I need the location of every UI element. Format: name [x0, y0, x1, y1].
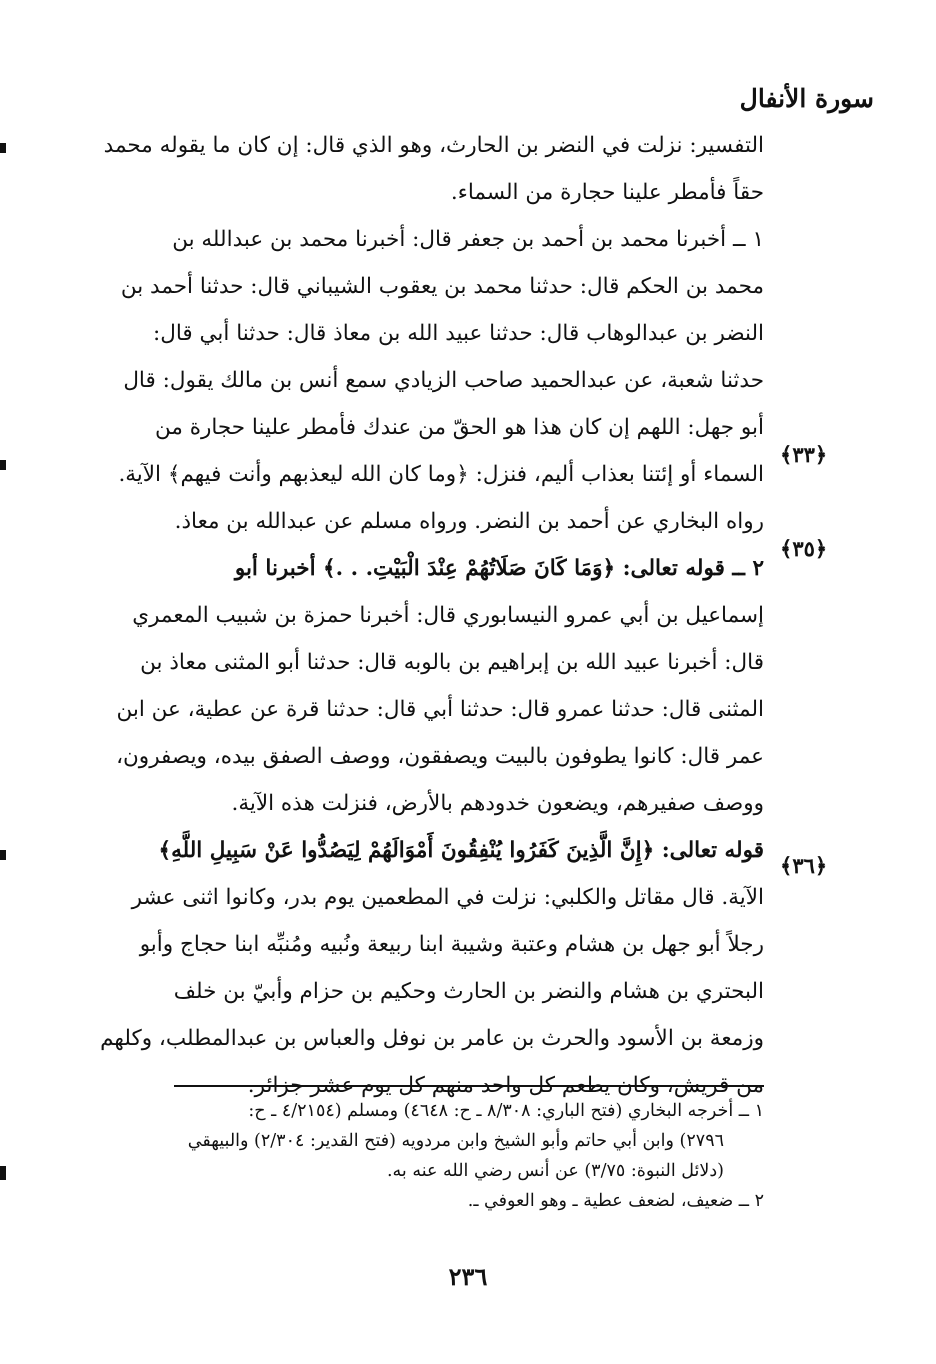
- text-line: إسماعيل بن أبي عمرو النيسابوري قال: أخبرنا حمزة بن شبيب المعمري: [132, 603, 764, 628]
- text-line: المثنى قال: حدثنا عمرو قال: حدثنا أبي قال: حدثنا قرة عن عطية، عن ابن: [116, 697, 764, 722]
- text-line: عمر قال: كانوا يطوفون بالبيت ويصفقون، ووصف الصفق بيده، ويصفرون،: [116, 744, 764, 769]
- text-line: النضر بن عبدالوهاب قال: حدثنا عبيد الله بن معاذ قال: حدثنا أبي قال:: [152, 321, 764, 346]
- text-line: التفسير: نزلت في النضر بن الحارث، وهو الذي قال: إن كان ما يقوله محمد: [103, 133, 764, 158]
- text-line: حدثنا شعبة، عن عبدالحميد صاحب الزيادي سمع أنس بن مالك يقول: قال: [123, 368, 764, 393]
- scan-edge-mark: [0, 143, 6, 153]
- main-text: [74, 122, 764, 1109]
- verse-marker-36: ﴿٣٦﴾: [780, 853, 828, 878]
- footnote-line: (دلائل النبوة: ٣/٧٥) عن أنس رضي الله عنه به.: [386, 1161, 724, 1181]
- scan-edge-mark: [0, 460, 6, 470]
- text-line: رواه البخاري عن أحمد بن النضر. ورواه مسلم عن عبدالله بن معاذ.: [174, 509, 764, 534]
- footnote-line: ٢٧٩٦) وابن أبي حاتم وأبو الشيخ وابن مردويه (فتح القدير: ٢/٣٠٤) والبيهقي: [187, 1131, 724, 1151]
- footnote-divider: [174, 1085, 764, 1087]
- text-line: وزمعة بن الأسود والحرث بن عامر بن نوفل والعباس بن عبدالمطلب، وكلهم: [100, 1026, 764, 1051]
- text-line: الآية. قال مقاتل والكلبي: نزلت في المطعمين يوم بدر، وكانوا اثنى عشر: [131, 885, 764, 910]
- text-line: محمد بن الحكم قال: حدثنا محمد بن يعقوب الشيباني قال: حدثنا أحمد بن: [120, 274, 764, 299]
- footnotes: [74, 1096, 764, 1216]
- surah-header: سورة الأنفال: [739, 84, 874, 113]
- scan-edge-mark: [0, 850, 6, 860]
- text-line: رجلاً أبو جهل بن هشام وعتبة وشيبة ابنا ربيعة ونُبيه ومُنبِّه ابنا حجاج وأبو: [139, 932, 764, 957]
- text-line: قوله تعالى: ﴿إِنَّ الَّذِينَ كَفَرُوا يُنْفِقُونَ أَمْوَالَهُمْ لِيَصُدُّوا عَنْ سَبِيلِ اللَّهِ﴾: [158, 838, 764, 863]
- scan-edge-mark: [0, 1166, 6, 1180]
- footnote-line: ١ ــ أخرجه البخاري (فتح الباري: ٨/٣٠٨ ـ ح: ٤٦٤٨) ومسلم (٤/٢١٥٤ ـ ح:: [248, 1101, 764, 1121]
- footnote-line: ٢ ــ ضعيف، لضعف عطية ـ وهو العوفي ـ.: [467, 1191, 764, 1211]
- text-line: حقاً فأمطر علينا حجارة من السماء.: [450, 180, 764, 205]
- verse-marker-33: ﴿٣٣﴾: [780, 442, 828, 467]
- text-line: ١ ــ أخبرنا محمد بن أحمد بن جعفر قال: أخبرنا محمد بن عبدالله بن: [172, 227, 764, 252]
- text-line: البحتري بن هشام والنضر بن الحارث وحكيم بن حزام وأبيّ بن خلف: [173, 979, 764, 1004]
- page-number: ٢٣٦: [448, 1262, 488, 1291]
- text-line: ٢ ــ قوله تعالى: ﴿وَمَا كَانَ صَلَاتُهُمْ عِنْدَ الْبَيْتِ. . .﴾ أخبرنا أبو: [234, 556, 764, 581]
- text-line: من قريش، وكان يطعم كل واحد منهم كل يوم عشر جزائر.: [247, 1073, 764, 1098]
- text-line: ووصف صفيرهم، ويضعون خدودهم بالأرض، فنزلت هذه الآية.: [231, 791, 764, 816]
- text-line: أبو جهل: اللهم إن كان هذا هو الحقّ من عندك فأمطر علينا حجارة من: [155, 415, 764, 440]
- verse-marker-35: ﴿٣٥﴾: [780, 536, 828, 561]
- text-line: السماء أو إئتنا بعذاب أليم، فنزل: ﴿وما كان الله ليعذبهم وأنت فيهم﴾ الآية.: [118, 462, 764, 487]
- text-line: قال: أخبرنا عبيد الله بن إبراهيم بن بالوبه قال: حدثنا أبو المثنى معاذ بن: [140, 650, 764, 675]
